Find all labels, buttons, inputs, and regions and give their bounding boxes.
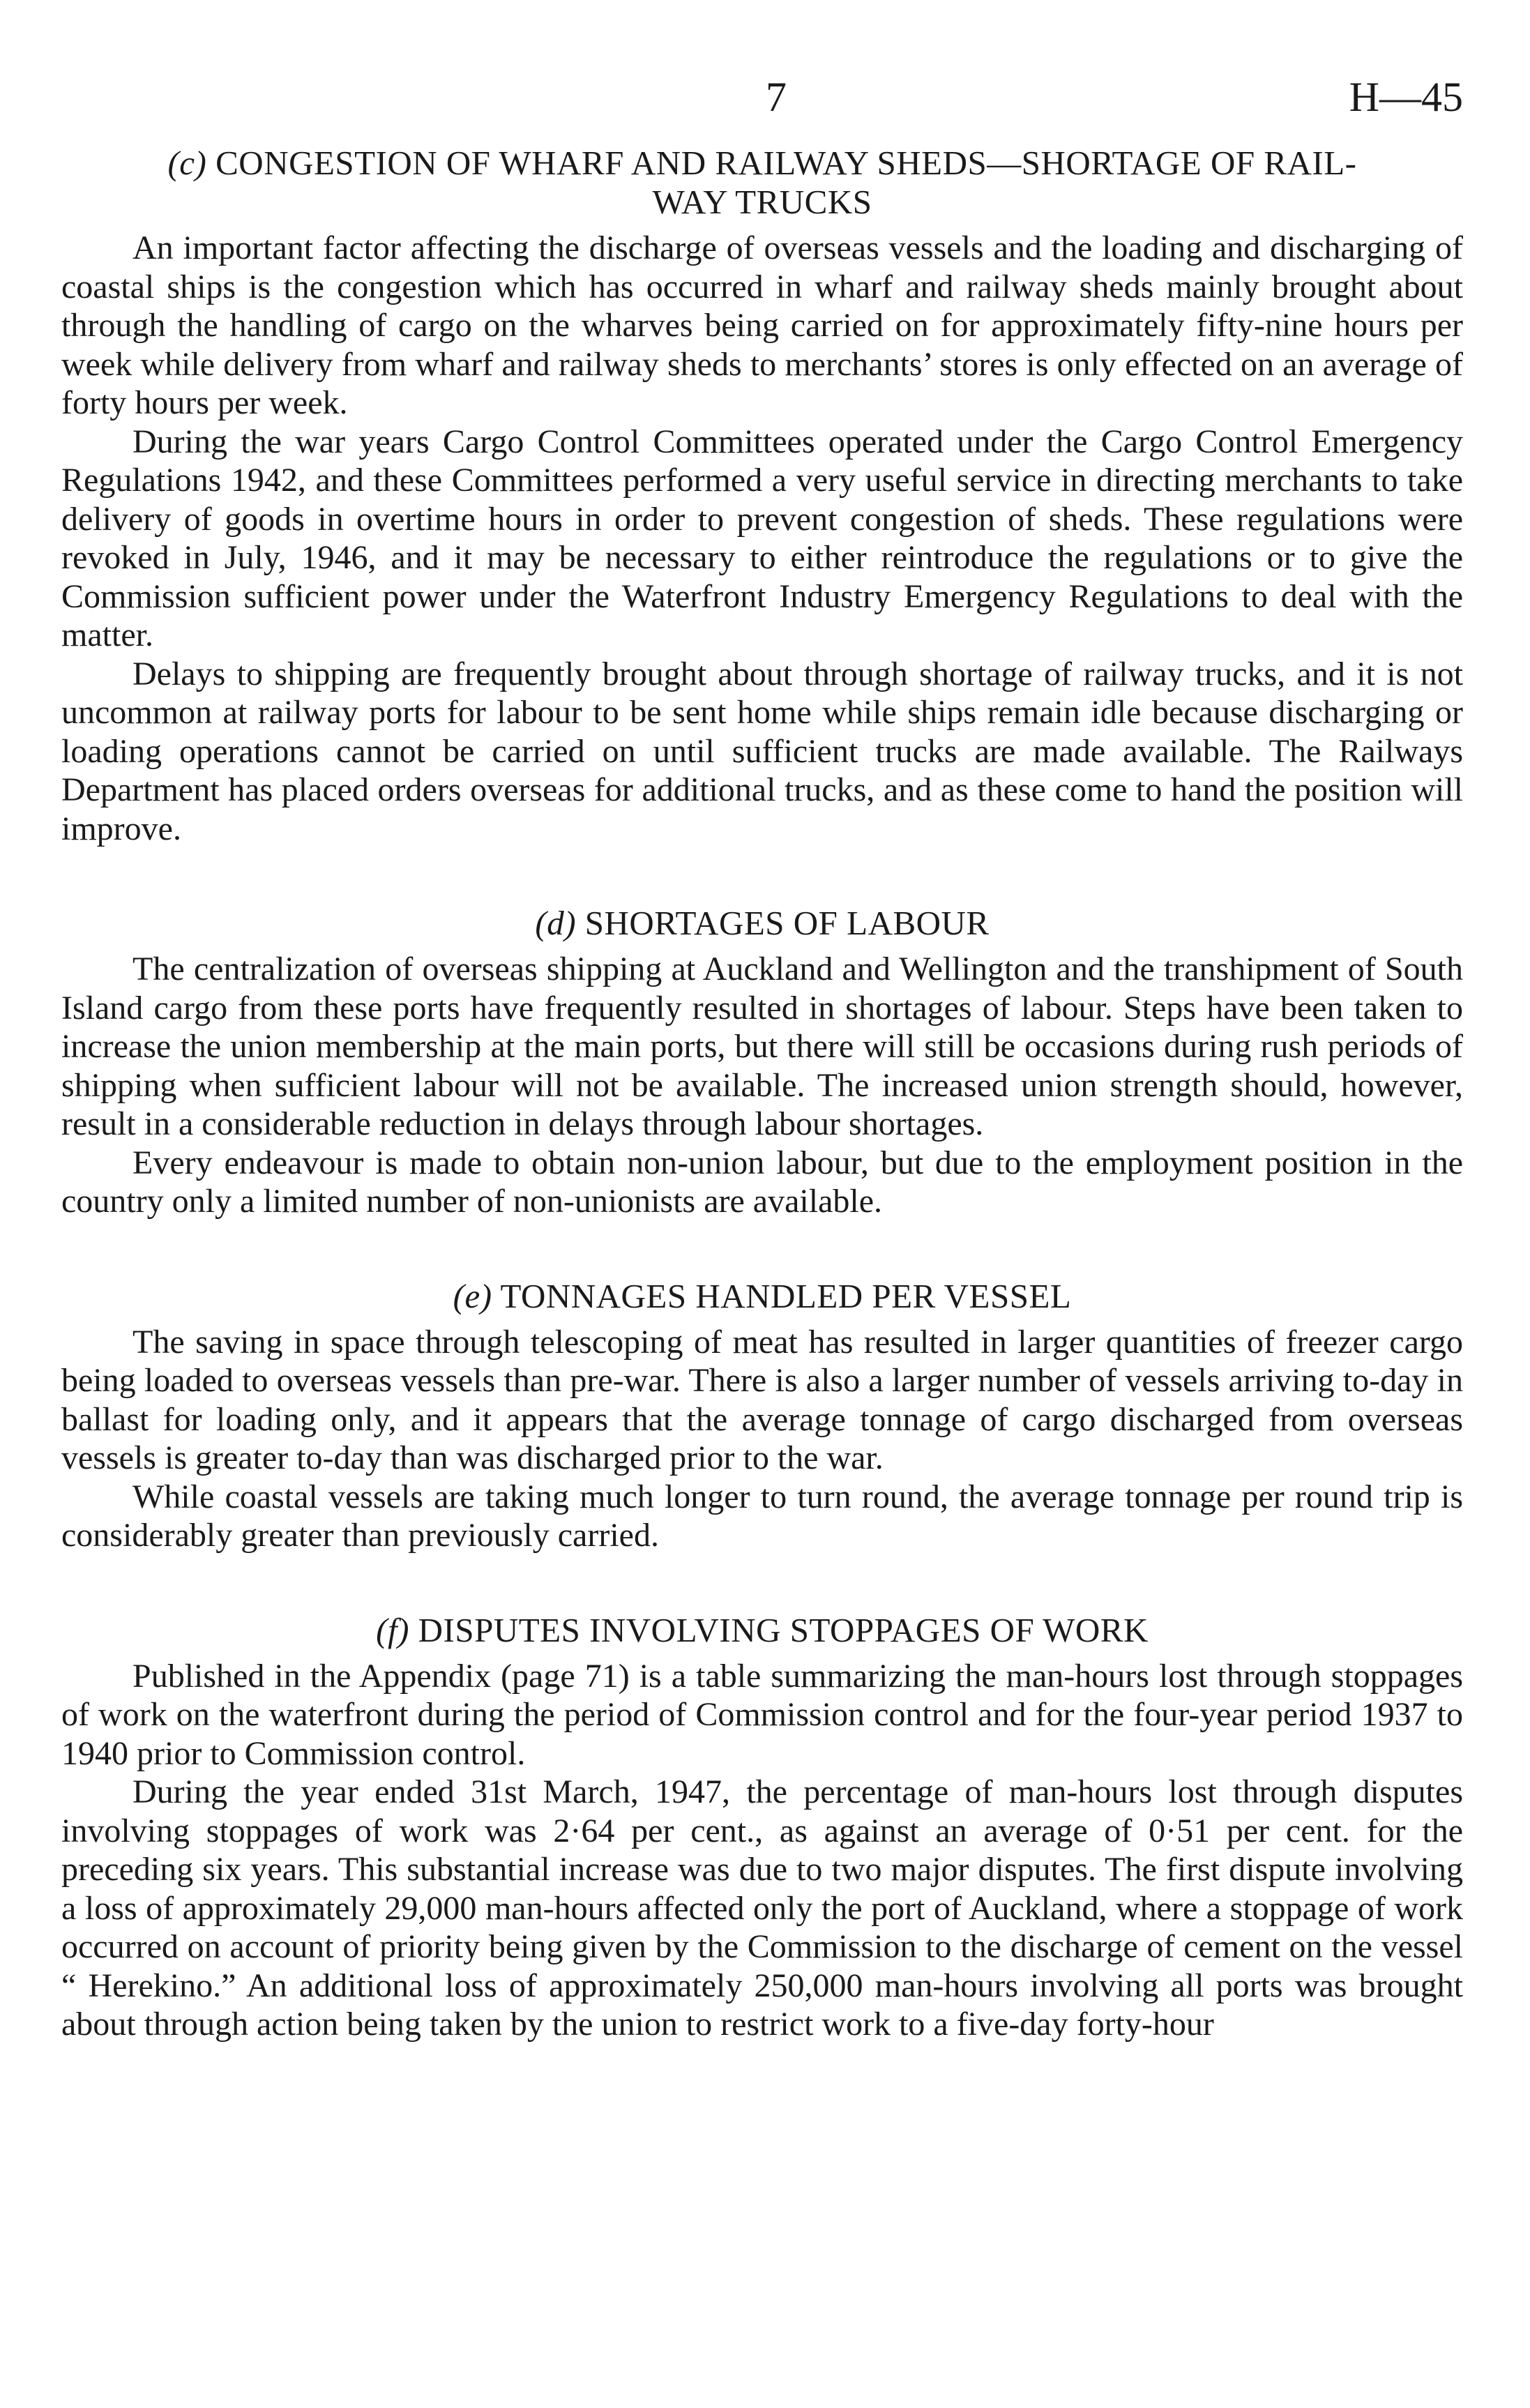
- section-spacer: [61, 1221, 1463, 1277]
- document-page: [61, 67, 1463, 2044]
- page-number: 7: [766, 74, 787, 120]
- section-title: DISPUTES INVOLVING STOPPAGES OF WORK: [418, 1610, 1149, 1649]
- section-e: [61, 1277, 1463, 1555]
- section-letter: (c): [167, 144, 207, 182]
- section-spacer: [61, 848, 1463, 904]
- section-letter: (f): [376, 1610, 409, 1649]
- paragraph: Delays to shipping are frequently brought about through shortage of railway trucks, and it is not uncommon at railway ports for labour to be sent home while ships remain idle because discharging or loading operations cannot be carried on until sufficient trucks are made available. The Railways Department has placed orders overseas for additional trucks, and as these come to hand the position will improve.: [61, 655, 1463, 847]
- section-title-line2: WAY TRUCKS: [652, 183, 872, 221]
- section-title: TONNAGES HANDLED PER VESSEL: [500, 1276, 1072, 1315]
- section-title: SHORTAGES OF LABOUR: [584, 904, 990, 942]
- running-header: [61, 67, 1463, 144]
- section-d: [61, 904, 1463, 1221]
- paragraph: During the war years Cargo Control Committees operated under the Cargo Control Emergency Regulations 1942, and these Committees performed a very useful service in directing merchants to take delivery of goods in overtime hours in order to prevent congestion of sheds. These regulations were revoked in July, 1946, and it may be necessary to either reintroduce the regulations or to give the Commission sufficient power under the Waterfront Industry Emergency Regulations to deal with the matter.: [61, 423, 1463, 653]
- section-c: [61, 144, 1463, 848]
- paragraph: While coastal vessels are taking much longer to turn round, the average tonnage per round trip is considerably greater than previously carried.: [61, 1478, 1463, 1554]
- paragraph: During the year ended 31st March, 1947, the percentage of man-hours lost through disputes involving stoppages of work was 2·64 per cent., as against an average of 0·51 per cent. for the preceding six years. This substantial increase was due to two major disputes. The first dispute involving a loss of approximately 29,000 man-hours affected only the port of Auckland, where a stoppage of work occurred on account of priority being given by the Commission to the discharge of cement on the vessel “ Herekino.” An additional loss of approximately 250,000 man-hours involving all ports was brought about through action being taken by the union to restrict work to a five-day forty-hour: [61, 1773, 1463, 2043]
- paragraph: The saving in space through telescoping of meat has resulted in larger quantities of freezer cargo being loaded to overseas vessels than pre-war. There is also a larger number of vessels arriving to-day in ballast for loading only, and it appears that the average tonnage of cargo discharged from overseas vessels is greater to-day than was discharged prior to the war.: [61, 1323, 1463, 1476]
- section-f: [61, 1611, 1463, 2044]
- section-heading: [61, 1611, 1463, 1650]
- document-code: H—45: [1349, 74, 1463, 120]
- section-letter: (d): [535, 904, 577, 942]
- section-heading: [61, 1277, 1463, 1316]
- section-spacer: [61, 1555, 1463, 1611]
- paragraph: The centralization of overseas shipping at Auckland and Wellington and the transhipment of South Island cargo from these ports have frequently resulted in shortages of labour. Steps have been taken to increase the union membership at the main ports, but there will still be occasions during rush periods of shipping when sufficient labour will not be available. The increased union strength should, however, result in a considerable reduction in delays through labour shortages.: [61, 951, 1463, 1142]
- paragraph: Every endeavour is made to obtain non-union labour, but due to the employment position in the country only a limited number of non-unionists are available.: [61, 1144, 1463, 1220]
- section-letter: (e): [453, 1276, 492, 1315]
- paragraph: Published in the Appendix (page 71) is a table summarizing the man-hours lost through stoppages of work on the waterfront during the period of Commission control and for the four-year period 1937 to 1940 prior to Commission control.: [61, 1657, 1463, 1772]
- section-title-line1: CONGESTION OF WHARF AND RAILWAY SHEDS—SHORTAGE OF RAIL-: [215, 144, 1357, 182]
- section-heading: [61, 144, 1463, 222]
- paragraph: An important factor affecting the discharge of overseas vessels and the loading and discharging of coastal ships is the congestion which has occurred in wharf and railway sheds mainly brought about through the handling of cargo on the wharves being carried on for approximately fifty-nine hours per week while delivery from wharf and railway sheds to merchants’ stores is only effected on an average of forty hours per week.: [61, 229, 1463, 421]
- section-heading: [61, 904, 1463, 943]
